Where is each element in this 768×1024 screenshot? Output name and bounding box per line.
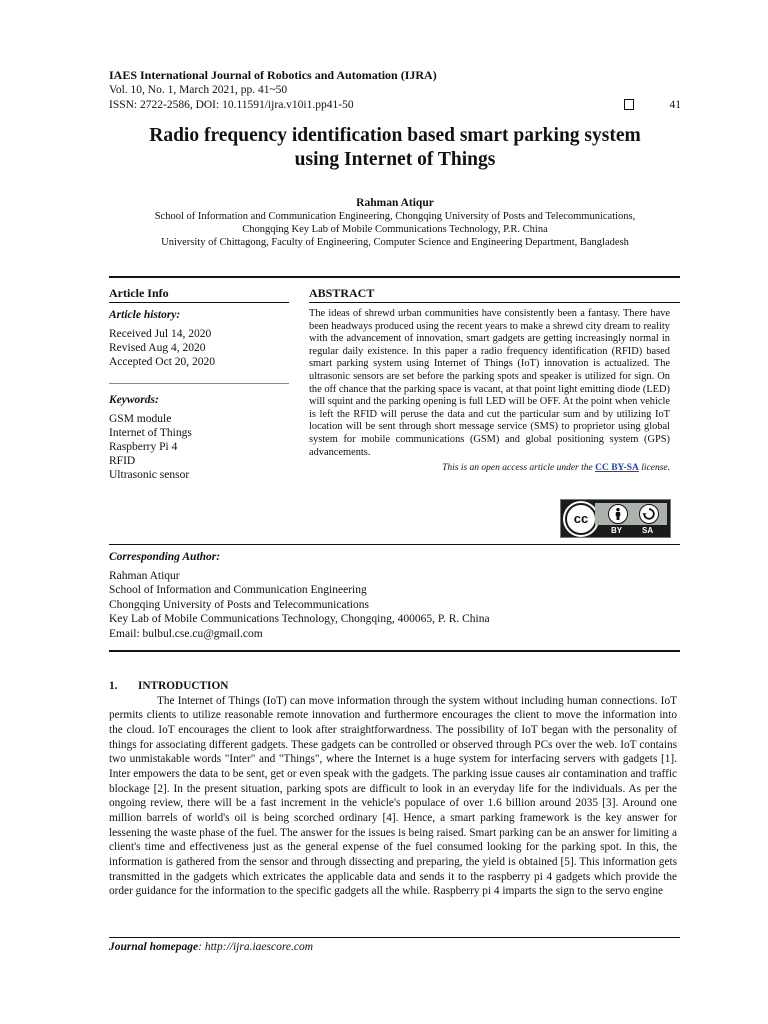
- title-line: Radio frequency identification based smart parking system: [149, 125, 641, 146]
- journal-header: [109, 68, 681, 113]
- corresponding-author: [109, 551, 680, 641]
- bottom-rule: [109, 650, 680, 652]
- history-list: [109, 327, 289, 369]
- history-heading: Article history:: [109, 309, 181, 321]
- corresponding-rule: [109, 544, 680, 545]
- keywords: [109, 394, 289, 482]
- page-number: 41: [669, 99, 681, 111]
- cc-by-sa-badge[interactable]: [560, 499, 671, 538]
- keyword-item: Internet of Things: [109, 427, 192, 439]
- history-divider: [109, 383, 289, 384]
- author-name: Rahman Atiqur: [356, 197, 434, 209]
- keywords-list: [109, 412, 289, 482]
- keyword-item: RFID: [109, 455, 136, 467]
- introduction-section: [109, 679, 677, 899]
- abstract-body: [309, 308, 670, 473]
- corresponding-heading: Corresponding Author:: [109, 551, 221, 563]
- attribution-person-icon: [608, 504, 628, 524]
- history-item: Revised Aug 4, 2020: [109, 342, 206, 354]
- footer-label: Journal homepage: [109, 941, 199, 953]
- paper-title: [100, 124, 690, 172]
- affiliation-line: School of Information and Communication Engineering, Chongqing University of Posts and Telecommunications,: [154, 211, 636, 222]
- cc-icon: cc: [565, 503, 597, 535]
- abstract-rule: [309, 302, 680, 303]
- article-info-heading: Article Info: [109, 286, 169, 300]
- affiliations: [100, 210, 690, 249]
- corresponding-line: Key Lab of Mobile Communications Technology, Chongqing, 400065, P. R. China: [109, 613, 490, 626]
- keyword-item: GSM module: [109, 413, 172, 425]
- section-heading: [109, 679, 677, 694]
- corresponding-email: Email: bulbul.cse.cu@gmail.com: [109, 627, 263, 640]
- affiliation-line: Chongqing Key Lab of Mobile Communications Technology, P.R. China: [242, 224, 548, 235]
- badge-by-label: BY: [611, 526, 623, 535]
- corresponding-line: Chongqing University of Posts and Telecommunications: [109, 598, 369, 611]
- journal-volume: Vol. 10, No. 1, March 2021, pp. 41~50: [109, 84, 288, 96]
- corresponding-line: Rahman Atiqur: [109, 570, 180, 582]
- footer-rule: [109, 937, 680, 938]
- section-title: INTRODUCTION: [138, 680, 229, 692]
- article-info-rule: [109, 302, 289, 303]
- article-info: [109, 286, 289, 301]
- journal-footer: Journal homepage: http://ijra.iaescore.com: [109, 941, 314, 953]
- share-alike-icon: [639, 504, 659, 524]
- footer-url[interactable]: http://ijra.iaescore.com: [204, 941, 314, 953]
- history-item: Accepted Oct 20, 2020: [109, 356, 216, 368]
- top-rule: [109, 276, 680, 278]
- license-link[interactable]: CC BY-SA: [595, 463, 639, 474]
- keywords-heading: Keywords:: [109, 394, 159, 406]
- open-access-suffix: license.: [638, 463, 670, 474]
- badge-sa-label: SA: [642, 526, 654, 535]
- history-item: Received Jul 14, 2020: [109, 328, 212, 340]
- open-access-prefix: This is an open access article under the: [442, 463, 596, 474]
- introduction-paragraph: The Internet of Things (IoT) can move information through the system without including human connections. IoT permits clients to utilize reasonable remote innovation and furthermore encourages the client to move the information into the cloud. IoT encourages the client to look after straightforwardness. The possibility of IoT began with the personality of things for associating different gadgets. These gadgets can be controlled or observed through PCs over the web. IoT contains two unmistakable words "Inter" and "Things", where the Internet is a huge system for interfacing servers with gadgets [1]. Inter empowers the data to be sent, get or even speak with the gadgets. The parking issue causes air contamination and traffic blockage [2]. In the present situation, parking spots are difficult to look in an everyday life for the individuals. As per the ongoing review, there will be a fast increment in the vehicle's populace of over 1.6 billion around 2035 [3]. Around one million barrels of world's oil is being scorched ordinary [4]. Hence, a smart parking framework is the key answer for lessening the waste phase of the fuel. The answer for the issues is being raised. Smart parking can be an answer for limiting a client's time and effectiveness just as the general expense of the fuel consumed looking for the parking spot. In this, the information is gathered from the sensor and through dissecting and preparing, the yield is obtained [5]. This information gets transmitted in the gadgets which extricates the applicable data and sends it to the raspberry pi 4 gadgets which provide the order guidance for the information to the specific gadgets all the while. Raspberry pi 4 imparts the sign to the servo engine: [109, 694, 677, 898]
- article-history: [109, 309, 289, 369]
- corresponding-line: School of Information and Communication Engineering: [109, 584, 367, 597]
- keyword-item: Ultrasonic sensor: [109, 469, 190, 481]
- keyword-item: Raspberry Pi 4: [109, 441, 178, 453]
- journal-issn: ISSN: 2722-2586, DOI: 10.11591/ijra.v10i1.pp41-50: [109, 99, 354, 111]
- affiliation-line: University of Chittagong, Faculty of Engineering, Computer Science and Engineering Department, Bangladesh: [161, 237, 629, 248]
- open-access-note: [309, 463, 670, 473]
- section-number: 1.: [109, 680, 118, 692]
- abstract-section: [309, 286, 670, 301]
- abstract-heading: ABSTRACT: [309, 286, 375, 300]
- square-bullet-icon: [624, 99, 634, 110]
- journal-name: IAES International Journal of Robotics and Automation (IJRA): [109, 68, 437, 82]
- abstract-text: The ideas of shrewd urban communities have consistently been a fantasy. There have been headways produced using the recent years to make a shrewd city dream to reality with the advancement of innovation, smart gadgets are getting increasingly normal in regular daily existence. In this paper a radio frequency identification (RFID) based smart parking system using Internet of Things (IoT) innovation is actualized. The ultrasonic sensors are set before the parking spots and speaker is utilized for sign. On the off chance that the parking space is vacant, at that point light emitting diode (LED) will squint and the parking opening is full LED will be OFF. At the point when vehicle is left the RFID will peruse the data and cut the particular sum and by utilizing IoT location will be sent through short message service (SMS) to proprietor using global system for mobile communications (GSM) and global positioning system (GPS) advancements.: [309, 308, 670, 458]
- corresponding-lines: [109, 569, 680, 641]
- person-icon: [609, 505, 627, 523]
- title-line: using Internet of Things: [294, 149, 496, 170]
- share-alike-glyph: [640, 505, 658, 523]
- journal-issn-row: [109, 98, 681, 113]
